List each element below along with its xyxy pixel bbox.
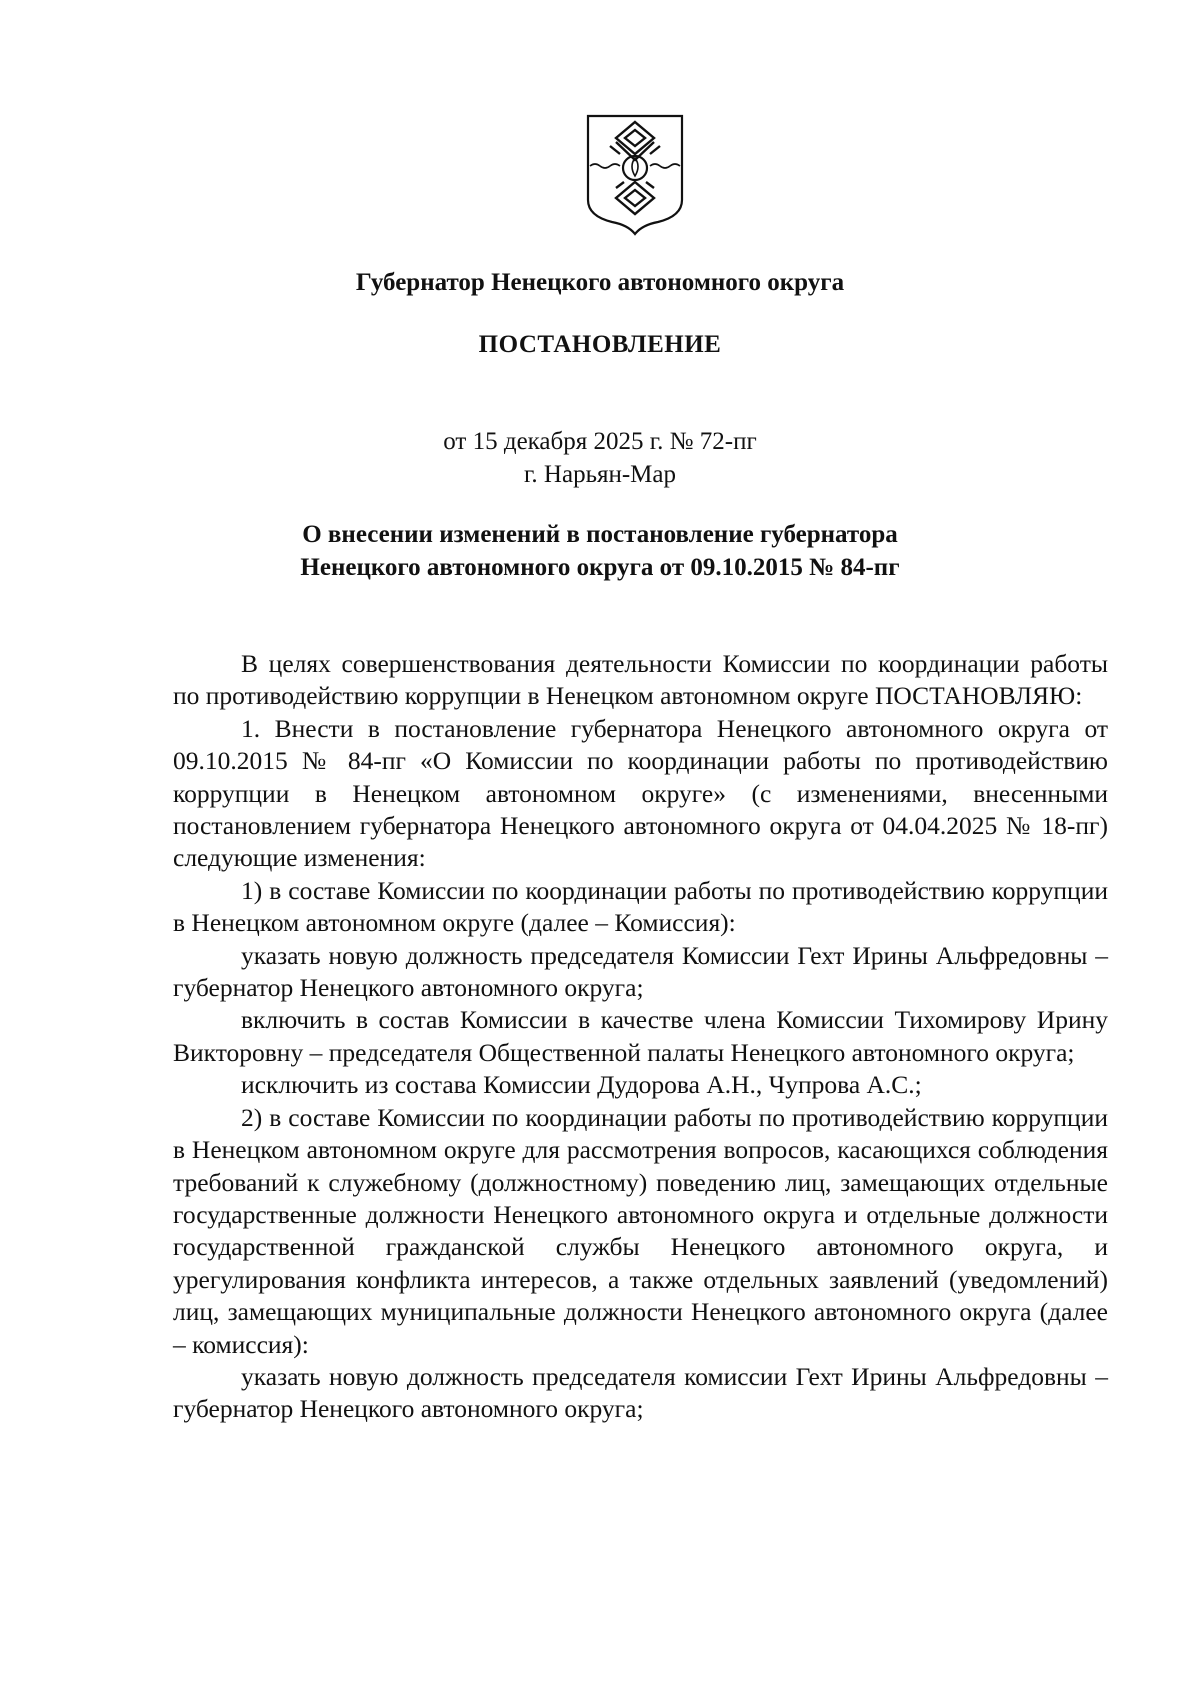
subject-line-1: О внесении изменений в постановление губернатора [302,521,898,548]
document-date-number: от 15 декабря 2025 г. № 72-пг [443,428,757,455]
document-body [173,648,1108,1426]
subject-line-2: Ненецкого автономного округа от 09.10.2015 № 84-пг [300,554,900,581]
document-place: г. Нарьян-Мар [523,461,676,488]
document-type: ПОСТАНОВЛЕНИЕ [478,331,722,358]
subitem-2-paragraph: 2) в составе Комиссии по координации работы по противодействию коррупции в Ненецком автономном округе для рассмотрения вопросов, касающихся соблюдения требований к служебному (должностному) поведению лиц, замещающих отдельные государственные должности Ненецкого автономного округа и отдельные должности государственной гражданской службы Ненецкого автономного округа, и урегулирования конфликта интересов, а также отдельных заявлений (уведомлений) лиц, замещающих муниципальные должности Ненецкого автономного округа (далее – комиссия): [173,1102,1108,1359]
preamble-paragraph: В целях совершенствования деятельности Комиссии по координации работы по противодействию коррупции в Ненецком автономном округе ПОСТАНОВЛЯЮ: [173,649,1108,711]
subitem-1c-paragraph: исключить из состава Комиссии Дудорова А.Н., Чупрова А.С.; [241,1070,922,1100]
subitem-2a-paragraph: указать новую должность председателя комиссии Гехт Ирины Альфредовны – губернатор Ненецкого автономного округа; [173,1361,1108,1424]
org-title: Губернатор Ненецкого автономного округа [355,269,845,296]
subitem-1a-paragraph: указать новую должность председателя Комиссии Гехт Ирины Альфредовны – губернатор Ненецкого автономного округа; [173,940,1108,1003]
document-subject [0,518,1200,584]
item-1-paragraph: 1. Внести в постановление губернатора Ненецкого автономного округа от 09.10.2015 № 84-пг «О Комиссии по координации работы по противодействию коррупции в Ненецком автономном округе» (с изменениями, внесенными постановлением губернатора Ненецкого автономного округа от 04.04.2025 № 18-пг) следующие изменения: [173,713,1108,873]
subitem-1-paragraph: 1) в составе Комиссии по координации работы по противодействию коррупции в Ненецком автономном округе (далее – Комиссия): [173,875,1108,938]
subitem-1b-paragraph: включить в состав Комиссии в качестве члена Комиссии Тихомирову Ирину Викторовну – председателя Общественной палаты Ненецкого автономного округа; [173,1005,1108,1067]
coat-of-arms-icon [584,112,686,238]
